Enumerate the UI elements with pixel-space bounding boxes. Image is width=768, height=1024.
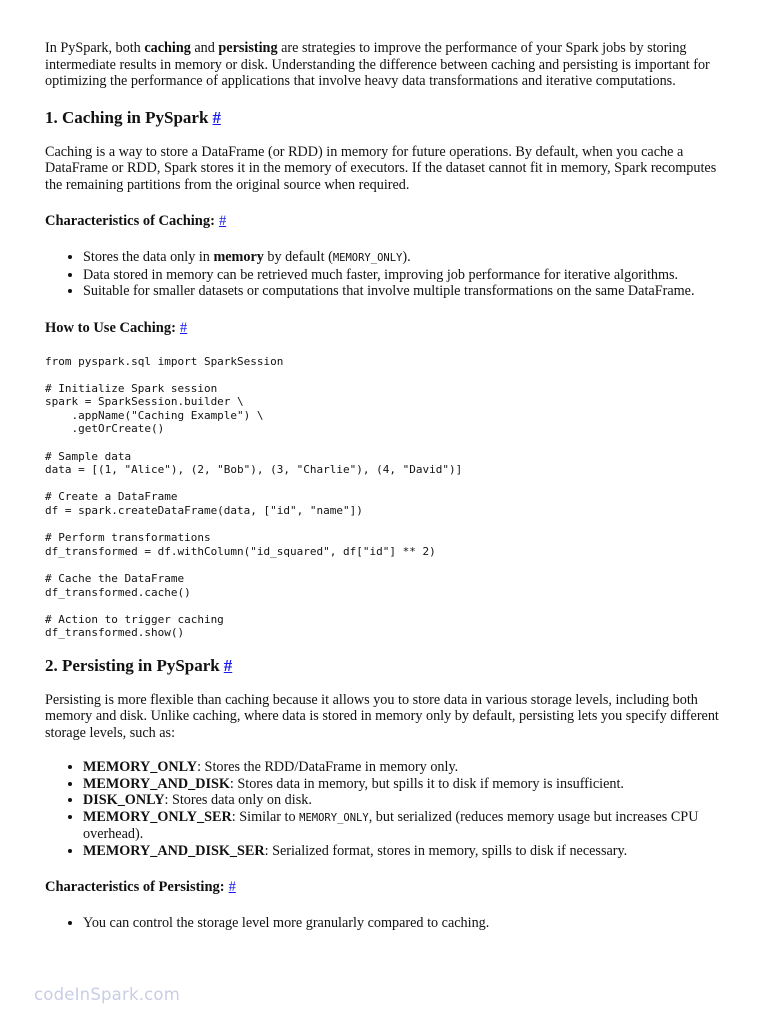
storage-level-name: MEMORY_AND_DISK_SER [83,842,265,859]
article [45,40,735,932]
howto-caching-heading [45,320,735,337]
section2-paragraph: Persisting is more flexible than caching because it allows you to store data in various storage levels, including both memory and disk. Unlike caching, where data is stored in memory only by default, persisting lets you specify different storage levels, such as: [45,691,719,741]
caching-code-block: from pyspark.sql import SparkSession # Initialize Spark session spark = SparkSession.builder \ .appName("Caching Example") \ .getOrCreate() # Sample data data = [(1, "Alice"), (2, "Bob"), (3, "Charlie"), (4, "David")] # Create a DataFrame df = spark.createDataFrame(data, ["id", "name"]) # Perform transformations df_transformed = df.withColumn("id_squared", df["id"] ** 2) # Cache the DataFrame df_transformed.cache() # Action to trigger caching df_transformed.show() [45,354,463,640]
persisting-characteristics-heading [45,879,735,896]
section1-heading-text: 1. Caching in PySpark [45,107,209,127]
list-item [83,776,735,793]
persisting-characteristics-heading-text: Characteristics of Persisting: [45,879,225,896]
list-item: • Suitable for smaller datasets or computations that involve multiple transformations on the same DataFrame. [83,283,735,300]
section2-heading-text: 2. Persisting in PySpark [45,655,220,675]
list-item-text: ). [402,249,411,265]
list-item-text: by default ( [263,249,333,265]
storage-level-desc: : Serialized format, stores in memory, spills to disk if necessary. [264,842,628,859]
caching-characteristics-heading-text: Characteristics of Caching: [45,213,215,229]
intro-bold-persisting: persisting [218,40,278,56]
howto-caching-heading-text: How to Use Caching: [45,319,176,336]
storage-level-desc: : Stores data only on disk. [164,792,312,809]
list-item [83,249,735,267]
list-item [83,792,735,809]
site-watermark: codeInSpark.com [34,985,180,1004]
inline-code: MEMORY_ONLY [299,811,369,824]
storage-level-desc: : Stores the RDD/DataFrame in memory only. [197,759,459,776]
section1-heading [45,108,735,128]
storage-level-desc: : Stores data in memory, but spills it to disk if memory is insufficient. [229,775,624,792]
list-item: • You can control the storage level more granularly compared to caching. [83,915,735,932]
intro-paragraph [45,40,735,90]
section2-heading [45,656,735,676]
list-item [83,843,735,860]
storage-level-desc: : Similar to [231,808,300,825]
storage-level-name: MEMORY_AND_DISK [83,775,230,792]
list-item [83,809,735,843]
intro-bold-caching: caching [144,40,191,56]
list-item-bold: memory [213,249,264,265]
list-item [83,759,735,776]
storage-levels-list [45,759,735,859]
storage-level-name: MEMORY_ONLY [83,759,198,776]
storage-level-name: DISK_ONLY [83,792,165,809]
inline-code: MEMORY_ONLY [332,252,403,264]
persisting-characteristics-anchor-link[interactable]: # [228,879,236,896]
caching-characteristics-heading [45,213,735,230]
intro-text: and [190,40,219,56]
caching-characteristics-list [45,249,735,300]
list-item-text: Stores the data only in [83,249,214,265]
section1-paragraph: Caching is a way to store a DataFrame (or RDD) in memory for future operations. By default, when you cache a DataFrame or RDD, Spark stores it in the memory of executors. If the dataset cannot fit in memory, Spark recomputes the remaining partitions from the original source when required. [45,143,717,193]
caching-characteristics-anchor-link[interactable]: # [218,213,227,229]
section1-anchor-link[interactable]: # [212,107,221,127]
list-item: • Data stored in memory can be retrieved much faster, improving job performance for iterative algorithms. [83,267,735,284]
howto-caching-anchor-link[interactable]: # [179,319,188,336]
storage-level-name: MEMORY_ONLY_SER [83,808,232,825]
storage-level-desc: , but serialized (reduces memory usage but increases CPU overhead). [83,808,699,843]
section2-anchor-link[interactable]: # [223,655,233,675]
intro-text: In PySpark, both [45,40,145,56]
intro-text: are strategies to improve the performance of your Spark jobs by storing intermediate results in memory or disk. Understanding the difference between caching and persisting is important for optimizing the performance of applications that involve heavy data transformations and iterative computations. [45,40,710,89]
persisting-characteristics-list [45,915,735,932]
